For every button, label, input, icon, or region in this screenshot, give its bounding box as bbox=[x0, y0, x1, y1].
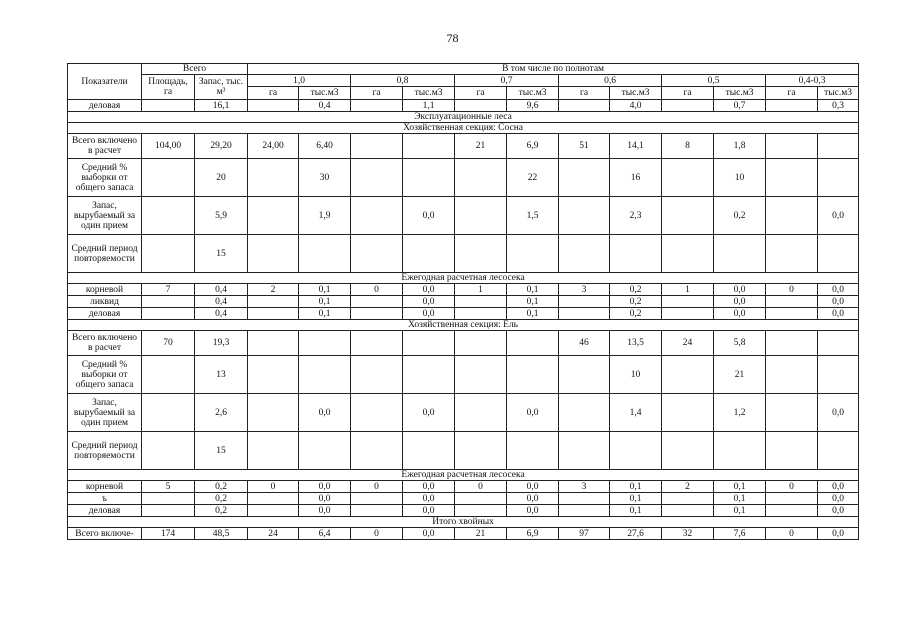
data-cell: 70 bbox=[142, 331, 195, 356]
header-stock: Запас, тыс. м³ bbox=[195, 75, 248, 100]
data-cell bbox=[559, 394, 610, 432]
data-cell: 22 bbox=[507, 159, 559, 197]
table-row bbox=[68, 356, 859, 394]
data-cell: 0,2 bbox=[195, 481, 248, 493]
data-cell bbox=[248, 197, 299, 235]
data-cell bbox=[248, 100, 299, 112]
row-label: Средний период повторяемости bbox=[68, 432, 142, 470]
data-cell: 174 bbox=[142, 528, 195, 540]
data-cell: 0,1 bbox=[714, 505, 766, 517]
data-cell: 27,6 bbox=[610, 528, 662, 540]
data-cell: 6,4 bbox=[299, 528, 351, 540]
data-cell bbox=[142, 505, 195, 517]
table-row bbox=[68, 331, 859, 356]
data-cell bbox=[507, 432, 559, 470]
data-cell bbox=[248, 331, 299, 356]
data-cell: 0,0 bbox=[818, 284, 859, 296]
data-cell: 16,1 bbox=[195, 100, 248, 112]
header-density: 0,7 bbox=[455, 75, 559, 87]
data-cell: 2 bbox=[248, 284, 299, 296]
table-row bbox=[68, 284, 859, 296]
data-cell bbox=[248, 356, 299, 394]
data-cell bbox=[403, 235, 455, 273]
data-cell bbox=[559, 308, 610, 320]
data-cell bbox=[299, 432, 351, 470]
data-cell: 2,3 bbox=[610, 197, 662, 235]
data-cell bbox=[351, 505, 403, 517]
data-cell: 2 bbox=[662, 481, 714, 493]
data-cell: 48,5 bbox=[195, 528, 248, 540]
data-cell: 0,1 bbox=[714, 481, 766, 493]
data-cell bbox=[403, 356, 455, 394]
data-cell: 0,0 bbox=[818, 394, 859, 432]
data-cell bbox=[559, 197, 610, 235]
data-cell: 2,6 bbox=[195, 394, 248, 432]
row-label: Запас, вырубаемый за один прием bbox=[68, 197, 142, 235]
header-row bbox=[68, 75, 859, 87]
data-cell bbox=[248, 308, 299, 320]
row-label: деловая bbox=[68, 308, 142, 320]
data-cell bbox=[142, 100, 195, 112]
data-cell bbox=[662, 197, 714, 235]
data-cell: 51 bbox=[559, 134, 610, 159]
data-cell: 3 bbox=[559, 284, 610, 296]
data-cell: 10 bbox=[610, 356, 662, 394]
page-number: 78 bbox=[446, 31, 459, 45]
header-unit-m3: тыс.м3 bbox=[714, 87, 766, 100]
data-cell bbox=[351, 331, 403, 356]
header-unit-m3: тыс.м3 bbox=[403, 87, 455, 100]
data-cell: 6,9 bbox=[507, 134, 559, 159]
row-label: корневой bbox=[68, 284, 142, 296]
table-row bbox=[68, 394, 859, 432]
data-cell bbox=[507, 331, 559, 356]
data-cell bbox=[455, 394, 507, 432]
data-cell: 7 bbox=[142, 284, 195, 296]
table-row bbox=[68, 159, 859, 197]
table-row bbox=[68, 528, 859, 540]
data-cell bbox=[299, 235, 351, 273]
table-row bbox=[68, 235, 859, 273]
data-cell bbox=[142, 356, 195, 394]
table-row bbox=[68, 100, 859, 112]
data-cell bbox=[766, 432, 818, 470]
data-cell bbox=[766, 197, 818, 235]
data-cell bbox=[559, 159, 610, 197]
data-cell bbox=[248, 235, 299, 273]
data-cell: 5 bbox=[142, 481, 195, 493]
data-cell: 1,4 bbox=[610, 394, 662, 432]
data-cell: 0,2 bbox=[610, 308, 662, 320]
data-cell: 0,1 bbox=[610, 505, 662, 517]
data-cell bbox=[662, 394, 714, 432]
header-row bbox=[68, 64, 859, 75]
data-cell bbox=[766, 235, 818, 273]
data-cell: 0,0 bbox=[818, 493, 859, 505]
data-cell: 0 bbox=[766, 528, 818, 540]
data-cell: 13,5 bbox=[610, 331, 662, 356]
data-cell: 4,0 bbox=[610, 100, 662, 112]
data-cell bbox=[142, 493, 195, 505]
header-area: Площадь, га bbox=[142, 75, 195, 100]
data-cell bbox=[351, 356, 403, 394]
data-cell: 0,2 bbox=[714, 197, 766, 235]
header-density: 0,4-0,3 bbox=[766, 75, 859, 87]
data-cell: 46 bbox=[559, 331, 610, 356]
data-cell bbox=[662, 493, 714, 505]
data-cell: 0,2 bbox=[195, 493, 248, 505]
row-label: Всего включено в расчет bbox=[68, 331, 142, 356]
data-cell bbox=[248, 159, 299, 197]
data-cell bbox=[818, 356, 859, 394]
data-cell: 0,0 bbox=[403, 481, 455, 493]
data-cell bbox=[403, 331, 455, 356]
row-label: Запас, вырубаемый за один прием bbox=[68, 394, 142, 432]
data-cell bbox=[714, 235, 766, 273]
data-cell bbox=[351, 235, 403, 273]
data-cell bbox=[455, 331, 507, 356]
data-cell: 0,0 bbox=[403, 493, 455, 505]
data-cell: 1,2 bbox=[714, 394, 766, 432]
section-title-row bbox=[68, 320, 859, 331]
data-cell bbox=[455, 356, 507, 394]
data-cell: 24 bbox=[662, 331, 714, 356]
header-density: 0,8 bbox=[351, 75, 455, 87]
section-title-row bbox=[68, 273, 859, 284]
header-unit-ha: га bbox=[248, 87, 299, 100]
data-cell bbox=[403, 432, 455, 470]
data-cell: 0,2 bbox=[610, 284, 662, 296]
data-cell bbox=[248, 432, 299, 470]
data-cell bbox=[351, 432, 403, 470]
data-cell: 21 bbox=[714, 356, 766, 394]
data-cell bbox=[559, 235, 610, 273]
data-cell: 13 bbox=[195, 356, 248, 394]
data-cell: 0 bbox=[766, 481, 818, 493]
data-cell bbox=[766, 134, 818, 159]
data-cell bbox=[455, 235, 507, 273]
section-title: Хозяйственная секция: Сосна bbox=[68, 123, 859, 134]
data-cell: 14,1 bbox=[610, 134, 662, 159]
data-cell bbox=[766, 356, 818, 394]
data-cell bbox=[818, 235, 859, 273]
data-cell: 0,4 bbox=[195, 284, 248, 296]
data-cell: 9,6 bbox=[507, 100, 559, 112]
data-cell bbox=[662, 159, 714, 197]
data-cell: 5,9 bbox=[195, 197, 248, 235]
data-cell bbox=[455, 100, 507, 112]
row-label: Средний % выборки от общего запаса bbox=[68, 159, 142, 197]
data-cell bbox=[662, 296, 714, 308]
data-cell bbox=[714, 432, 766, 470]
section-title-row bbox=[68, 470, 859, 481]
data-cell: 0,1 bbox=[714, 493, 766, 505]
section-title: Итого хвойных bbox=[68, 517, 859, 528]
data-cell: 21 bbox=[455, 134, 507, 159]
data-cell bbox=[559, 296, 610, 308]
data-cell bbox=[818, 159, 859, 197]
row-label: Средний период повторяемости bbox=[68, 235, 142, 273]
data-cell: 0,0 bbox=[507, 481, 559, 493]
data-cell bbox=[142, 159, 195, 197]
data-cell: 7,6 bbox=[714, 528, 766, 540]
data-cell: 0,1 bbox=[299, 308, 351, 320]
header-by-density: В том числе по полнотам bbox=[248, 64, 859, 75]
table-row bbox=[68, 505, 859, 517]
data-cell bbox=[248, 296, 299, 308]
data-cell: 0,0 bbox=[507, 394, 559, 432]
data-cell: 0,0 bbox=[818, 296, 859, 308]
data-cell bbox=[610, 432, 662, 470]
data-cell: 29,20 bbox=[195, 134, 248, 159]
data-cell: 32 bbox=[662, 528, 714, 540]
header-unit-m3: тыс.м3 bbox=[818, 87, 859, 100]
header-unit-ha: га bbox=[766, 87, 818, 100]
data-cell bbox=[351, 493, 403, 505]
data-cell: 1,5 bbox=[507, 197, 559, 235]
data-cell bbox=[766, 331, 818, 356]
data-cell bbox=[662, 505, 714, 517]
data-cell bbox=[142, 394, 195, 432]
data-cell bbox=[818, 432, 859, 470]
header-total: Всего bbox=[142, 64, 248, 75]
header-unit-ha: га bbox=[559, 87, 610, 100]
data-cell bbox=[766, 308, 818, 320]
data-cell bbox=[351, 134, 403, 159]
data-cell bbox=[559, 356, 610, 394]
data-cell: 3 bbox=[559, 481, 610, 493]
data-cell: 8 bbox=[662, 134, 714, 159]
data-cell: 0 bbox=[766, 284, 818, 296]
data-cell bbox=[351, 394, 403, 432]
data-cell: 0,1 bbox=[299, 296, 351, 308]
data-cell bbox=[662, 100, 714, 112]
data-cell: 0,1 bbox=[610, 481, 662, 493]
data-cell: 0,0 bbox=[818, 308, 859, 320]
data-cell: 0,0 bbox=[403, 528, 455, 540]
data-cell bbox=[351, 296, 403, 308]
row-label: деловая bbox=[68, 100, 142, 112]
row-label: ликвид bbox=[68, 296, 142, 308]
data-cell bbox=[455, 159, 507, 197]
data-cell: 16 bbox=[610, 159, 662, 197]
data-cell bbox=[142, 197, 195, 235]
data-cell: 1 bbox=[455, 284, 507, 296]
data-cell bbox=[248, 394, 299, 432]
header-unit-m3: тыс.м3 bbox=[299, 87, 351, 100]
data-cell bbox=[559, 100, 610, 112]
data-cell bbox=[403, 134, 455, 159]
data-cell: 1,9 bbox=[299, 197, 351, 235]
data-cell: 0,0 bbox=[507, 493, 559, 505]
data-cell: 0,3 bbox=[818, 100, 859, 112]
section-title-row bbox=[68, 517, 859, 528]
data-cell bbox=[766, 296, 818, 308]
data-cell bbox=[403, 159, 455, 197]
data-cell: 97 bbox=[559, 528, 610, 540]
data-cell bbox=[507, 356, 559, 394]
section-title-row bbox=[68, 112, 859, 123]
data-cell: 20 bbox=[195, 159, 248, 197]
row-label: ъ bbox=[68, 493, 142, 505]
data-cell bbox=[351, 159, 403, 197]
data-cell: 0,0 bbox=[299, 505, 351, 517]
data-cell bbox=[559, 493, 610, 505]
table-row bbox=[68, 493, 859, 505]
table-row bbox=[68, 308, 859, 320]
data-cell: 0 bbox=[248, 481, 299, 493]
header-density: 0,6 bbox=[559, 75, 662, 87]
data-cell: 0 bbox=[351, 528, 403, 540]
data-cell bbox=[299, 331, 351, 356]
data-cell: 1,8 bbox=[714, 134, 766, 159]
data-cell: 0,1 bbox=[507, 308, 559, 320]
section-title: Эксплуатационные леса bbox=[68, 112, 859, 123]
data-cell: 0,4 bbox=[299, 100, 351, 112]
table-row bbox=[68, 296, 859, 308]
header-density: 0,5 bbox=[662, 75, 766, 87]
data-cell: 0,2 bbox=[195, 505, 248, 517]
data-cell: 6,9 bbox=[507, 528, 559, 540]
data-cell: 0,7 bbox=[714, 100, 766, 112]
data-cell bbox=[766, 100, 818, 112]
data-cell bbox=[662, 356, 714, 394]
data-cell: 24,00 bbox=[248, 134, 299, 159]
data-cell bbox=[142, 235, 195, 273]
data-cell: 0,0 bbox=[403, 197, 455, 235]
data-cell: 0,1 bbox=[610, 493, 662, 505]
header-density: 1,0 bbox=[248, 75, 351, 87]
data-cell: 19,3 bbox=[195, 331, 248, 356]
data-cell bbox=[662, 308, 714, 320]
data-cell: 0,0 bbox=[714, 284, 766, 296]
data-cell bbox=[559, 432, 610, 470]
data-cell: 0,0 bbox=[714, 308, 766, 320]
data-cell: 0,2 bbox=[610, 296, 662, 308]
data-cell bbox=[142, 296, 195, 308]
data-cell: 21 bbox=[455, 528, 507, 540]
section-title-row bbox=[68, 123, 859, 134]
header-unit-ha: га bbox=[351, 87, 403, 100]
table-row bbox=[68, 432, 859, 470]
data-cell: 0,0 bbox=[403, 505, 455, 517]
table-row bbox=[68, 481, 859, 493]
data-cell: 0 bbox=[351, 284, 403, 296]
data-cell: 104,00 bbox=[142, 134, 195, 159]
data-cell: 0 bbox=[455, 481, 507, 493]
section-title: Ежегодная расчетная лесосека bbox=[68, 470, 859, 481]
data-cell: 30 bbox=[299, 159, 351, 197]
row-label: Средний % выборки от общего запаса bbox=[68, 356, 142, 394]
data-cell bbox=[455, 197, 507, 235]
data-cell: 1 bbox=[662, 284, 714, 296]
data-cell bbox=[818, 134, 859, 159]
data-cell bbox=[610, 235, 662, 273]
data-cell bbox=[248, 505, 299, 517]
data-cell bbox=[818, 331, 859, 356]
header-unit-ha: га bbox=[455, 87, 507, 100]
data-cell: 0,0 bbox=[403, 308, 455, 320]
forest-cut-table bbox=[67, 63, 859, 540]
data-cell: 0,0 bbox=[507, 505, 559, 517]
data-cell bbox=[766, 505, 818, 517]
data-cell bbox=[507, 235, 559, 273]
data-cell: 0,0 bbox=[403, 284, 455, 296]
table-body bbox=[68, 64, 859, 540]
header-unit-ha: га bbox=[662, 87, 714, 100]
data-cell: 0,0 bbox=[818, 481, 859, 493]
data-cell bbox=[142, 432, 195, 470]
data-cell: 5,8 bbox=[714, 331, 766, 356]
data-cell: 0,0 bbox=[299, 394, 351, 432]
data-cell bbox=[455, 432, 507, 470]
data-cell bbox=[766, 159, 818, 197]
header-indicators: Показатели bbox=[68, 64, 142, 100]
data-cell: 0,4 bbox=[195, 308, 248, 320]
row-label: Всего включено в расчет bbox=[68, 134, 142, 159]
data-cell: 0,1 bbox=[507, 296, 559, 308]
data-cell: 10 bbox=[714, 159, 766, 197]
data-cell bbox=[299, 356, 351, 394]
data-cell: 0,0 bbox=[403, 296, 455, 308]
data-cell: 6,40 bbox=[299, 134, 351, 159]
data-cell bbox=[662, 432, 714, 470]
data-cell: 0,0 bbox=[818, 197, 859, 235]
data-cell bbox=[351, 308, 403, 320]
data-cell bbox=[248, 493, 299, 505]
table-row bbox=[68, 197, 859, 235]
row-label: деловая bbox=[68, 505, 142, 517]
section-title: Ежегодная расчетная лесосека bbox=[68, 273, 859, 284]
data-cell bbox=[662, 235, 714, 273]
data-cell bbox=[559, 505, 610, 517]
data-cell: 0,4 bbox=[195, 296, 248, 308]
section-title: Хозяйственная секция: Ель bbox=[68, 320, 859, 331]
data-cell: 0,0 bbox=[714, 296, 766, 308]
row-label: корневой bbox=[68, 481, 142, 493]
table-row bbox=[68, 134, 859, 159]
data-cell bbox=[142, 308, 195, 320]
data-cell: 15 bbox=[195, 235, 248, 273]
data-cell bbox=[455, 493, 507, 505]
data-cell bbox=[455, 505, 507, 517]
header-unit-m3: тыс.м3 bbox=[610, 87, 662, 100]
row-label: Всего включе- bbox=[68, 528, 142, 540]
data-cell bbox=[351, 100, 403, 112]
data-cell bbox=[351, 197, 403, 235]
data-cell: 0,0 bbox=[299, 481, 351, 493]
data-cell bbox=[455, 308, 507, 320]
data-cell bbox=[766, 493, 818, 505]
data-cell: 24 bbox=[248, 528, 299, 540]
data-cell: 0,1 bbox=[299, 284, 351, 296]
data-cell: 15 bbox=[195, 432, 248, 470]
data-cell: 0,0 bbox=[403, 394, 455, 432]
data-cell: 0,0 bbox=[818, 505, 859, 517]
data-cell: 1,1 bbox=[403, 100, 455, 112]
header-unit-m3: тыс.м3 bbox=[507, 87, 559, 100]
data-cell: 0,1 bbox=[507, 284, 559, 296]
data-cell: 0 bbox=[351, 481, 403, 493]
data-cell bbox=[766, 394, 818, 432]
data-cell: 0,0 bbox=[818, 528, 859, 540]
data-cell: 0,0 bbox=[299, 493, 351, 505]
data-cell bbox=[455, 296, 507, 308]
